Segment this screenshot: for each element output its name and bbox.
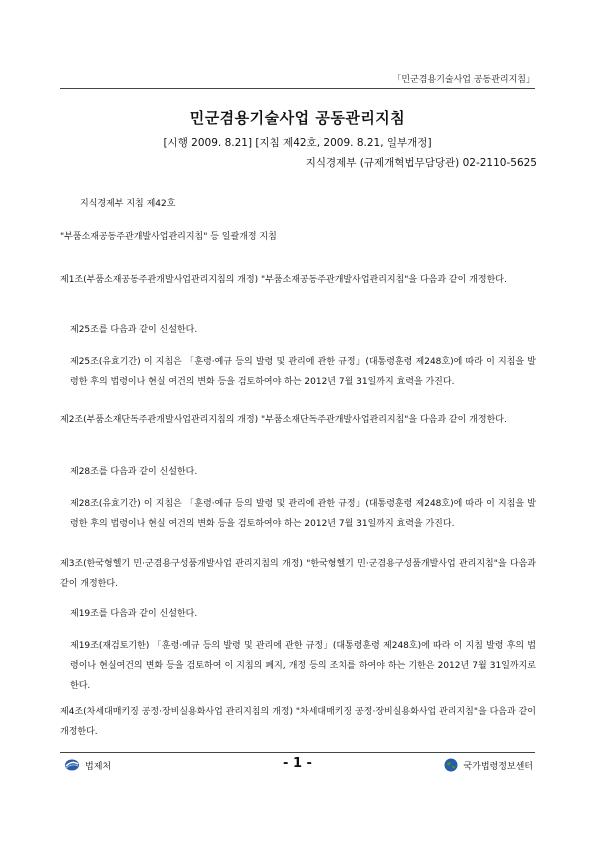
header-tag: 「민군겸용기술사업 공동관리지침」 bbox=[392, 75, 535, 85]
body-paragraph: 제28조(유효기간) 이 지침은 「훈령·예규 등의 발령 및 관리에 관한 규정」(대통령훈령 제248호)에 따라 이 지침을 발령한 후의 법령이나 현실 여건의 변화 등을 검토하여야 하는 2012년 7월 31일까지 효력을 가진다. bbox=[70, 499, 536, 529]
footer-divider bbox=[60, 752, 535, 753]
law-center-globe-icon bbox=[444, 758, 458, 772]
body-paragraph: 제19조를 다음과 같이 신설한다. bbox=[70, 609, 198, 619]
body-paragraph: 제1조(부품소재공동주관개발사업관리지침의 개정) "부품소재공동주관개발사업관리지침"을 다음과 같이 개정한다. bbox=[60, 275, 507, 285]
body-paragraph: 제28조를 다음과 같이 신설한다. bbox=[70, 467, 198, 477]
footer-left-label: 법제처 bbox=[85, 761, 112, 772]
page-title: 민군겸용기술사업 공동관리지침 bbox=[189, 109, 406, 127]
footer-right-label: 국가법령정보센터 bbox=[463, 761, 533, 772]
header-divider bbox=[60, 88, 535, 89]
body-paragraph: "부품소재공동주관개발사업관리지침" 등 일괄개정 지침 bbox=[60, 232, 277, 242]
body-paragraph: 제25조를 다음과 같이 신설한다. bbox=[70, 325, 198, 335]
body-paragraph: 제2조(부품소재단독주관개발사업관리지침의 개정) "부품소재단독주관개발사업관리지침"을 다음과 같이 개정한다. bbox=[60, 415, 507, 425]
footer-publisher bbox=[444, 758, 533, 772]
body-paragraph: 지식경제부 지침 제42호 bbox=[80, 199, 176, 209]
enactment-info: [시행 2009. 8.21] [지침 제42호, 2009. 8.21, 일부개정] bbox=[163, 137, 432, 149]
body-paragraph: 제3조(한국형헬기 민·군겸용구성품개발사업 관리지침의 개정) "한국형헬기 민·군겸용구성품개발사업 관리지침"을 다음과 같이 개정한다. bbox=[60, 559, 536, 589]
body-paragraph: 제4조(차세대매키징 공정·장비실용화사업 관리지침의 개정) "차세대매키징 공정·장비실용화사업 관리지침"을 다음과 같이 개정한다. bbox=[60, 707, 536, 737]
document-body bbox=[60, 194, 536, 744]
page-number: - 1 - bbox=[283, 756, 312, 771]
ministry-contact: 지식경제부 (규제개혁법무담당관) 02-2110-5625 bbox=[305, 157, 537, 169]
body-paragraph: 제19조(재검토기한) 「훈령·예규 등의 발령 및 관리에 관한 규정」(대통령훈령 제248호)에 따라 이 지침 발령 후의 법령이나 현실여건의 변화 등을 검토하여 이 지침의 폐지, 개정 등의 조치를 하여야 하는 기한은 2012년 7월 31일까지로 한다. bbox=[70, 641, 536, 691]
body-paragraph: 제25조(유효기간) 이 지침은 「훈령·예규 등의 발령 및 관리에 관한 규정」(대통령훈령 제248호)에 따라 이 지침을 발령한 후의 법령이나 현실 여건의 변화 등을 검토하여야 하는 2012년 7월 31일까지 효력을 가진다. bbox=[70, 357, 536, 387]
